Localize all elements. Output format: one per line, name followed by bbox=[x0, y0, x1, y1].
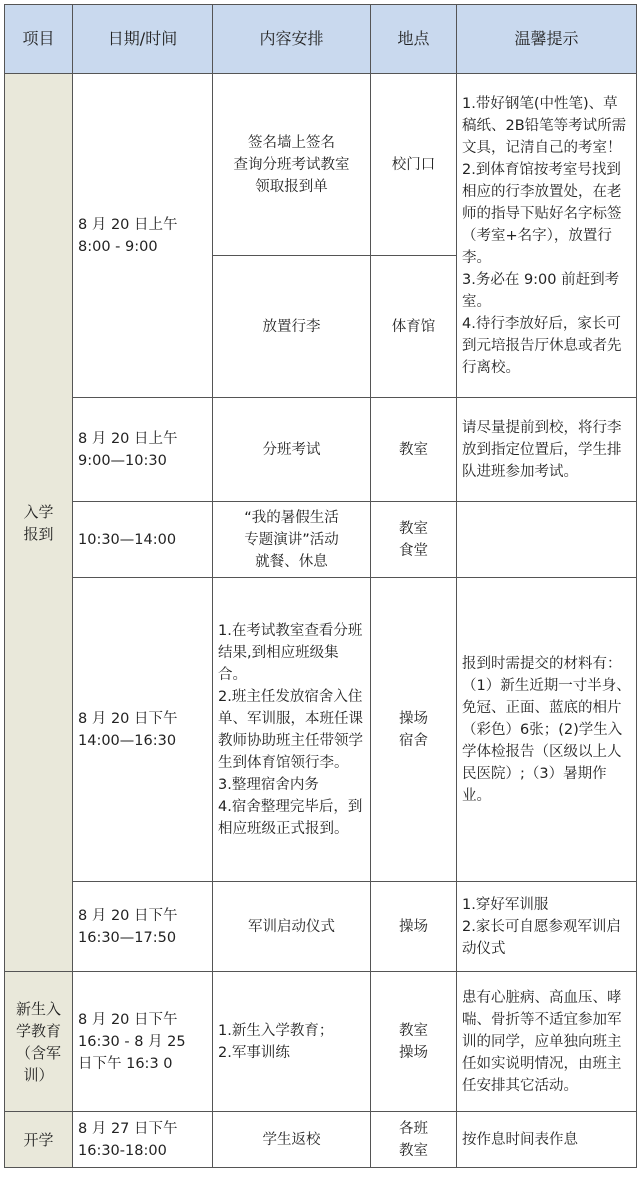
table-row bbox=[5, 502, 637, 578]
row-tip: 按作息时间表作息 bbox=[457, 1112, 637, 1168]
header-content: 内容安排 bbox=[213, 5, 371, 74]
header-place: 地点 bbox=[371, 5, 457, 74]
row-tip bbox=[457, 502, 637, 578]
row-content: 1.在考试教室查看分班结果,到相应班级集合。 2.班主任发放宿舍入住单、军训服，本班任课教师协助班主任带领学生到体育馆领行李。 3.整理宿舍内务 4.宿舍整理完毕后，到相应班级正式报到。 bbox=[213, 578, 371, 882]
table-row bbox=[5, 972, 637, 1112]
row-content: 军训启动仪式 bbox=[213, 882, 371, 972]
header-row bbox=[5, 5, 637, 74]
header-datetime: 日期/时间 bbox=[73, 5, 213, 74]
row-place: 教室 bbox=[371, 398, 457, 502]
row-place: 校门口 bbox=[371, 74, 457, 256]
row-tip: 1.穿好军训服 2.家长可自愿参观军训启动仪式 bbox=[457, 882, 637, 972]
row-place: 各班 教室 bbox=[371, 1112, 457, 1168]
phase-opening: 开学 bbox=[5, 1112, 73, 1168]
row-place: 体育馆 bbox=[371, 256, 457, 398]
phase-enroll: 入学 报到 bbox=[5, 74, 73, 972]
row-place: 教室 操场 bbox=[371, 972, 457, 1112]
table-row bbox=[5, 398, 637, 502]
row-content: 分班考试 bbox=[213, 398, 371, 502]
row-date: 8 月 20 日上午 9:00—10:30 bbox=[73, 398, 213, 502]
row-place: 操场 bbox=[371, 882, 457, 972]
row-tip: 报到时需提交的材料有： （1）新生近期一寸半身、免冠、正面、蓝底的相片（彩色）6张；(2)学生入学体检报告（区级以上人民医院）;（3）暑期作业。 bbox=[457, 578, 637, 882]
row-date: 8 月 27 日下午 16:30-18:00 bbox=[73, 1112, 213, 1168]
row-tip: 1.带好钢笔(中性笔)、草稿纸、2B铅笔等考试所需文具，记清自己的考室！ 2.到体育馆按考室号找到相应的行李放置处，在老师的指导下贴好名字标签（考室+名字），放置行李。 3.务必在 9:00 前赶到考室。 4.待行李放好后，家长可到元培报告厅休息或者先行离校。 bbox=[457, 74, 637, 398]
row-tip: 患有心脏病、高血压、哮喘、骨折等不适宜参加军训的同学，应单独向班主任如实说明情况，由班主任安排其它活动。 bbox=[457, 972, 637, 1112]
row-content: 学生返校 bbox=[213, 1112, 371, 1168]
row-content: 1.新生入学教育； 2.军事训练 bbox=[213, 972, 371, 1112]
phase-orientation: 新生入 学教育 （含军 训） bbox=[5, 972, 73, 1112]
table-row bbox=[5, 74, 637, 256]
row-content: 放置行李 bbox=[213, 256, 371, 398]
row-place: 教室 食堂 bbox=[371, 502, 457, 578]
row-content: 签名墙上签名 查询分班考试教室 领取报到单 bbox=[213, 74, 371, 256]
row-place: 操场 宿舍 bbox=[371, 578, 457, 882]
row-date: 8 月 20 日下午 16:30—17:50 bbox=[73, 882, 213, 972]
table-row bbox=[5, 882, 637, 972]
row-date: 8 月 20 日下午 16:30 - 8 月 25 日下午 16:3 0 bbox=[73, 972, 213, 1112]
row-content: “我的暑假生活 专题演讲”活动 就餐、休息 bbox=[213, 502, 371, 578]
table-row bbox=[5, 578, 637, 882]
schedule-table bbox=[4, 4, 637, 1168]
row-date: 8 月 20 日下午 14:00—16:30 bbox=[73, 578, 213, 882]
row-date: 10:30—14:00 bbox=[73, 502, 213, 578]
row-date: 8 月 20 日上午 8:00 - 9:00 bbox=[73, 74, 213, 398]
header-tips: 温馨提示 bbox=[457, 5, 637, 74]
header-item: 项目 bbox=[5, 5, 73, 74]
table-row bbox=[5, 1112, 637, 1168]
row-tip: 请尽量提前到校，将行李放到指定位置后，学生排队进班参加考试。 bbox=[457, 398, 637, 502]
